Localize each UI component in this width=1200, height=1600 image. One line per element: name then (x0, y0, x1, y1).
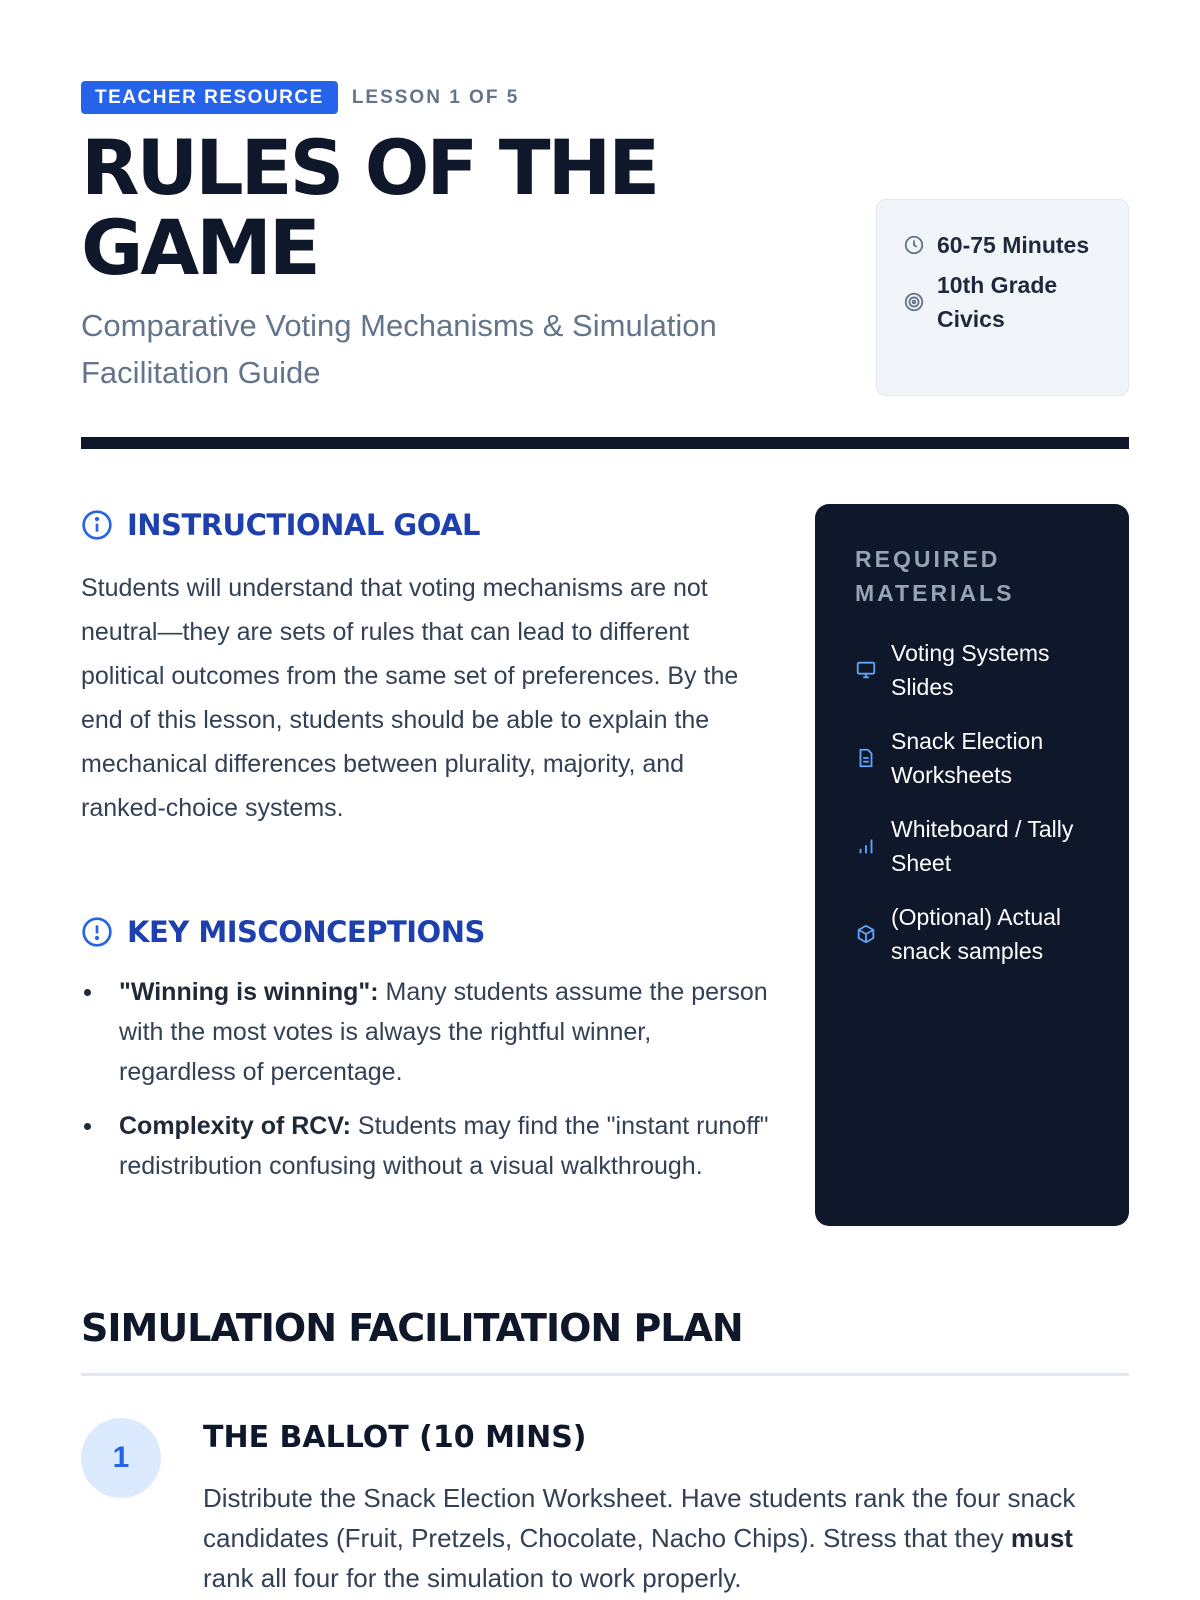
alert-circle-icon (81, 916, 113, 948)
misconception-term: "Winning is winning": (119, 978, 379, 1006)
material-label: (Optional) Actual snack samples (891, 904, 1062, 964)
duration-text: 60-75 Minutes (937, 232, 1090, 258)
document-icon (855, 747, 877, 769)
target-icon (903, 291, 925, 313)
simulation-plan-title: SIMULATION FACILITATION PLAN (81, 1306, 743, 1350)
required-materials-card (815, 504, 1129, 1226)
meta-row (81, 81, 519, 114)
page-subtitle: Comparative Voting Mechanisms & Simulation Facilitation Guide (81, 308, 717, 390)
required-materials-title: REQUIRED MATERIALS (855, 546, 1015, 606)
material-label: Whiteboard / Tally Sheet (891, 816, 1074, 876)
list-item (81, 1106, 771, 1186)
material-item-worksheets (855, 724, 1089, 792)
list-item (81, 972, 771, 1092)
step-text-before: Distribute the Snack Election Worksheet. Have students rank the four snack candidates (Fruit, Pretzels, Chocolate, Nacho Chips). Stress that they (203, 1483, 1076, 1553)
material-label: Voting Systems Slides (891, 640, 1050, 700)
instructional-goal-text: Students will understand that voting mechanisms are not neutral—they are sets of rules that can lead to different political outcomes from the same set of preferences. By the end of this lesson, students should be able to explain the mechanical differences between plurality, majority, and ranked-choice systems. (81, 574, 739, 822)
material-label: Snack Election Worksheets (891, 728, 1044, 788)
plan-divider (81, 1373, 1129, 1376)
audience-info (903, 268, 1102, 336)
misconceptions-list (81, 972, 771, 1200)
box-icon (855, 923, 877, 945)
key-misconceptions-heading (81, 915, 485, 949)
page-title: RULES OF THE GAME (81, 123, 658, 292)
monitor-icon (855, 659, 877, 681)
audience-text: 10th Grade Civics (937, 272, 1058, 332)
duration-info (903, 228, 1102, 262)
lesson-page (81, 0, 1129, 1600)
instructional-goal-title: INSTRUCTIONAL GOAL (127, 508, 481, 542)
lesson-info-card (876, 199, 1129, 396)
step-text-emphasis: must (1010, 1523, 1073, 1553)
step-text-after: rank all four for the simulation to work properly. (203, 1563, 742, 1593)
lesson-counter: LESSON 1 OF 5 (351, 86, 520, 108)
bar-chart-icon (855, 835, 877, 857)
header-divider (81, 437, 1129, 449)
teacher-resource-badge: TEACHER RESOURCE (81, 81, 338, 114)
material-item-whiteboard (855, 812, 1089, 880)
misconception-term: Complexity of RCV: (119, 1112, 351, 1140)
material-item-snacks (855, 900, 1089, 968)
misconception-text: Students may find the "instant runoff" redistribution confusing without a visual walkthrough. (119, 1112, 769, 1180)
step-description (203, 1478, 1123, 1598)
step-number-badge: 1 (81, 1418, 161, 1498)
material-item-slides (855, 636, 1089, 704)
misconception-text: Many students assume the person with the most votes is always the rightful winner, regardless of percentage. (119, 978, 768, 1086)
key-misconceptions-title: KEY MISCONCEPTIONS (127, 915, 485, 949)
instructional-goal-heading (81, 508, 480, 542)
step-title: THE BALLOT (10 MINS) (203, 1420, 587, 1455)
clock-icon (903, 234, 925, 256)
info-icon (81, 509, 113, 541)
